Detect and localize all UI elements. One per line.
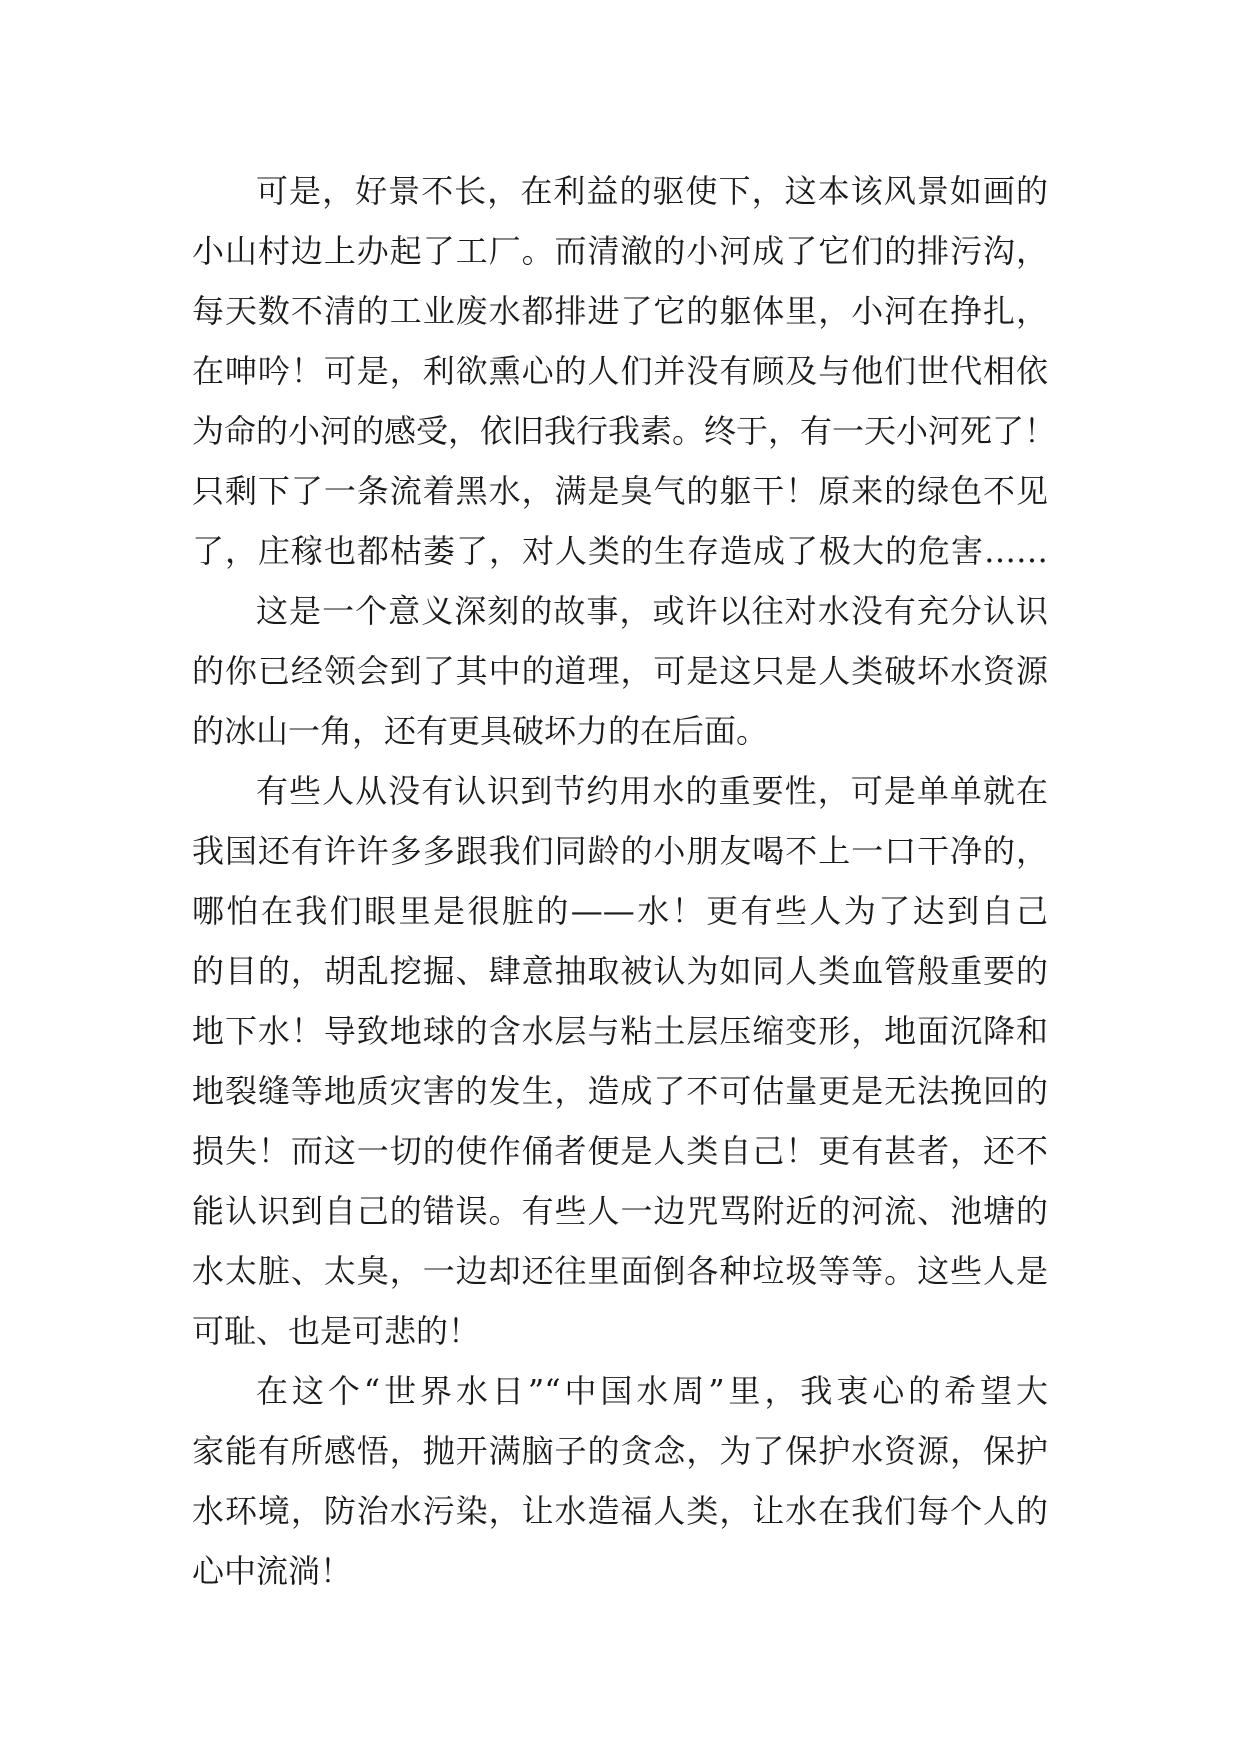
paragraph-2: [192, 581, 1048, 761]
text-line: 哪怕在我们眼里是很脏的——水！更有些人为了达到自己: [192, 892, 1048, 930]
text-line: 水太脏、太臭，一边却还往里面倒各种垃圾等等。这些人是: [192, 1252, 1048, 1290]
text-line: 可是，好景不长，在利益的驱使下，这本该风景如画的: [256, 172, 1048, 210]
text-line: 能认识到自己的错误。有些人一边咒骂附近的河流、池塘的: [192, 1192, 1048, 1230]
text-line: 地裂缝等地质灾害的发生，造成了不可估量更是无法挽回的: [192, 1072, 1048, 1110]
paragraph-4: [192, 1361, 1048, 1601]
text-line: 每天数不清的工业废水都排进了它的躯体里，小河在挣扎，: [192, 292, 1048, 330]
text-line: 我国还有许许多多跟我们同龄的小朋友喝不上一口干净的，: [192, 832, 1048, 870]
text-line: 水环境，防治水污染，让水造福人类，让水在我们每个人的: [192, 1492, 1048, 1530]
text-line: 有些人从没有认识到节约用水的重要性，可是单单就在: [256, 772, 1048, 810]
text-line: 家能有所感悟，抛开满脑子的贪念，为了保护水资源，保护: [192, 1432, 1048, 1470]
text-line: 的冰山一角，还有更具破坏力的在后面。: [192, 712, 769, 750]
paragraph-1: [192, 161, 1057, 581]
text-line: 为命的小河的感受，依旧我行我素。终于，有一天小河死了！: [192, 412, 1057, 450]
text-line: 在呻吟！可是，利欲熏心的人们并没有顾及与他们世代相依: [192, 352, 1048, 390]
text-line: 在这个“世界水日”“中国水周”里，我衷心的希望大: [256, 1372, 1048, 1410]
text-line: 可耻、也是可悲的！: [192, 1312, 481, 1350]
text-line: 心中流淌！: [192, 1552, 353, 1590]
text-line: 地下水！导致地球的含水层与粘土层压缩变形，地面沉降和: [192, 1012, 1048, 1050]
text-line: 这是一个意义深刻的故事，或许以往对水没有充分认识: [256, 592, 1048, 630]
text-line: 损失！而这一切的使作俑者便是人类自己！更有甚者，还不: [192, 1132, 1048, 1170]
text-line: 了，庄稼也都枯萎了，对人类的生存造成了极大的危害……: [192, 532, 1048, 570]
text-line: 小山村边上办起了工厂。而清澈的小河成了它们的排污沟，: [192, 232, 1048, 270]
text-line: 只剩下了一条流着黑水，满是臭气的躯干！原来的绿色不见: [192, 472, 1048, 510]
document-body: [192, 161, 1057, 1601]
text-line: 的你已经领会到了其中的道理，可是这只是人类破坏水资源: [192, 652, 1048, 690]
text-line: 的目的，胡乱挖掘、肆意抽取被认为如同人类血管般重要的: [192, 952, 1048, 990]
paragraph-3: [192, 761, 1048, 1361]
